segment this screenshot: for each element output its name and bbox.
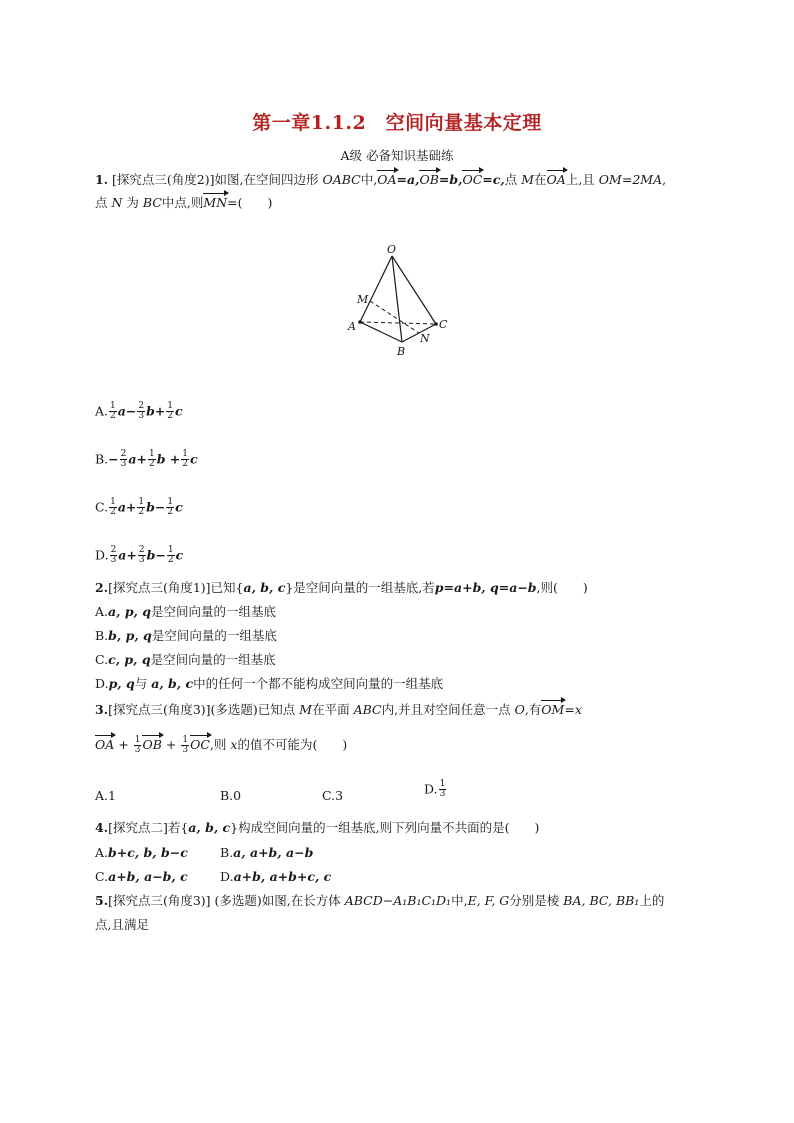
option-label: A. <box>95 788 109 803</box>
fraction <box>148 450 156 469</box>
fraction <box>109 402 117 421</box>
option-text: 与 <box>134 676 148 691</box>
numerator: 2 <box>138 545 145 555</box>
fraction <box>137 498 145 517</box>
q2-text: ,则( ) <box>536 580 588 595</box>
numerator: 1 <box>167 497 174 507</box>
option-label: D. <box>95 676 109 691</box>
q4-text: }构成空间向量的一组基底,则下列向量不共面的是( ) <box>230 820 540 835</box>
option-value: a+b, a+b+c, c <box>233 869 332 884</box>
option-term: b− <box>146 499 166 515</box>
vector-mn: MN <box>203 195 228 210</box>
q1-tag: [探究点三(角度2)] <box>112 172 215 187</box>
denominator: 2 <box>138 507 145 517</box>
q3-number: 3. <box>95 702 109 717</box>
q1-segment-bc: BC <box>142 195 162 210</box>
option-label: C. <box>95 652 109 667</box>
q1-option-c <box>95 498 183 517</box>
denominator: 2 <box>110 507 116 517</box>
q2-pq: p=a+b, q=a−b <box>434 580 537 595</box>
q1-point-n: N <box>111 195 123 210</box>
vector-om: OM <box>541 702 565 717</box>
q5-line2: 点,且满足 <box>95 917 149 932</box>
vector-oa: OA <box>546 172 566 187</box>
option-text: 中的任何一个都不能构成空间向量的一组基底 <box>193 676 444 691</box>
option-label: D. <box>95 547 109 563</box>
q3-text: ,有 <box>524 702 542 717</box>
numerator: 1 <box>148 449 155 459</box>
q3-option-c <box>322 788 343 804</box>
option-text: 是空间向量的一组基底 <box>151 604 277 619</box>
vector-ob: OB <box>142 737 162 752</box>
denominator: 3 <box>120 459 127 469</box>
plus-sign: + <box>118 737 129 752</box>
denominator: 2 <box>148 459 155 469</box>
q1-text: =( ) <box>227 195 273 210</box>
label-c: C <box>439 318 448 331</box>
q3-option-a <box>95 788 116 804</box>
q4-basis: a, b, c <box>188 820 231 835</box>
denominator: 3 <box>182 745 189 755</box>
q1-text: 上,且 <box>565 172 595 187</box>
q5-edges: BA, BC, BB₁ <box>563 893 640 908</box>
fraction <box>138 546 146 565</box>
option-value: a+b, a−b, c <box>108 869 188 884</box>
denominator: 3 <box>134 745 141 755</box>
q3-eq: =x <box>564 702 582 717</box>
label-a: A <box>348 320 356 333</box>
option-value: a, a+b, a−b <box>233 845 314 860</box>
numerator: 2 <box>110 545 117 555</box>
q4-number: 4. <box>95 820 109 835</box>
q3-stem <box>95 702 582 718</box>
q5-points: E, F, G <box>467 893 510 908</box>
denominator: 3 <box>138 411 145 421</box>
option-vectors: c, p, q <box>108 652 151 667</box>
label-m: M <box>357 293 369 306</box>
denominator: 2 <box>182 459 189 469</box>
denominator: 3 <box>439 789 446 799</box>
denominator: 2 <box>110 411 116 421</box>
option-label: A. <box>95 845 109 860</box>
label-n: N <box>420 332 430 345</box>
q5-number: 5. <box>95 893 109 908</box>
edge-oa <box>360 256 392 322</box>
q1-eq-c: =c, <box>482 172 505 187</box>
numerator: 2 <box>138 401 145 411</box>
q3-point-m: M <box>299 702 313 717</box>
q5-text: [探究点三(角度3)] (多选题)如图,在长方体 <box>108 893 341 908</box>
fraction <box>439 780 447 799</box>
option-value: b+c, b, b−c <box>108 845 188 860</box>
vector-oa: OA <box>377 172 397 187</box>
edge-ac <box>360 322 436 324</box>
option-term: b + <box>156 451 181 467</box>
q5-text: 分别是棱 <box>509 893 560 908</box>
q2-option-c <box>95 652 276 668</box>
q2-option-a <box>95 604 276 620</box>
segment-mn <box>370 301 419 333</box>
option-vectors: a, p, q <box>108 604 152 619</box>
option-value: 1 <box>108 788 116 803</box>
option-label: B. <box>220 845 234 860</box>
numerator: 1 <box>182 449 189 459</box>
option-vectors: b, p, q <box>108 628 152 643</box>
label-b: B <box>397 345 406 358</box>
option-label: C. <box>322 788 336 803</box>
q3-text: 在平面 <box>312 702 350 717</box>
numerator: 1 <box>134 735 141 745</box>
denominator: 2 <box>167 555 174 565</box>
page-title: 第一章1.1.2 空间向量基本定理 <box>252 112 542 134</box>
option-term: a− <box>117 403 137 419</box>
fraction <box>120 450 128 469</box>
q4-option-a <box>95 845 188 861</box>
q2-stem <box>95 580 588 596</box>
denominator: 3 <box>110 555 117 565</box>
denominator: 3 <box>138 555 145 565</box>
q1-object: OABC <box>322 172 361 187</box>
label-o: O <box>387 243 397 256</box>
q1-line1: 1. [探究点三(角度2)]如图,在空间四边形 OABC中,OA=a,OB=b,OC=c,点 M在OA上,且 OM=2MA, <box>95 172 667 187</box>
q3-option-b <box>220 788 241 804</box>
q4-option-d <box>220 869 331 885</box>
q1-text: 为 <box>126 195 139 210</box>
fraction <box>110 546 118 565</box>
tetrahedron-figure <box>340 240 460 360</box>
option-term: a+ <box>128 451 147 467</box>
option-label: B. <box>95 451 109 467</box>
q1-number: 1. <box>95 172 109 187</box>
q3-point-o: O <box>514 702 525 717</box>
point-a <box>358 320 362 324</box>
q4-option-b <box>220 845 313 861</box>
vector-ob: OB <box>419 172 439 187</box>
option-label: C. <box>95 869 109 884</box>
option-term: a+ <box>117 499 137 515</box>
numerator: 1 <box>182 735 189 745</box>
q4-option-c <box>95 869 188 885</box>
option-label: A. <box>95 403 109 419</box>
fraction <box>134 736 142 755</box>
denominator: 2 <box>167 411 174 421</box>
option-label: B. <box>95 628 109 643</box>
q3-text: 的值不可能为( ) <box>237 737 348 752</box>
option-label: D. <box>424 781 438 797</box>
option-label: D. <box>220 869 234 884</box>
option-value: 3 <box>335 788 344 803</box>
q1-line2 <box>95 195 272 211</box>
q3-text: 内,并且对空间任意一点 <box>381 702 511 717</box>
option-label: B. <box>220 788 234 803</box>
q2-text: }是空间向量的一组基底,若 <box>285 580 435 595</box>
q1-option-a <box>95 402 183 421</box>
q1-text: 中, <box>360 172 378 187</box>
q1-eq-b: =b, <box>438 172 463 187</box>
q1-text: 点 <box>504 172 518 187</box>
q2-option-d <box>95 676 443 692</box>
vector-oa: OA <box>95 737 115 752</box>
q3-formula <box>95 736 347 755</box>
numerator: 1 <box>110 401 116 411</box>
q1-text: 如图,在空间四边形 <box>214 172 319 187</box>
q3-plane: ABC <box>353 702 382 717</box>
vector-oc: OC <box>190 737 210 752</box>
option-term: a+ <box>118 547 137 563</box>
q4-stem <box>95 820 539 836</box>
option-value: 0 <box>233 788 242 803</box>
q5-text: 中, <box>451 893 468 908</box>
q5-stem <box>95 893 664 909</box>
option-term: b+ <box>146 403 166 419</box>
numerator: 1 <box>439 779 446 789</box>
fraction <box>181 450 189 469</box>
q3-option-d <box>424 780 447 799</box>
option-text: 是空间向量的一组基底 <box>151 628 277 643</box>
section-subtitle: A级 必备知识基础练 <box>340 148 454 163</box>
option-vectors: a, b, c <box>151 676 194 691</box>
option-term: c <box>175 403 183 419</box>
option-term: b− <box>146 547 166 563</box>
option-term: c <box>175 499 183 515</box>
q1-eq-a: =a, <box>396 172 420 187</box>
option-vectors: p, q <box>108 676 135 691</box>
fraction <box>137 402 145 421</box>
numerator: 1 <box>167 545 174 555</box>
option-term: − <box>108 451 119 467</box>
option-term: c <box>175 547 184 563</box>
q3-text: [探究点三(角度3)](多选题)已知点 <box>108 702 296 717</box>
q3-text: ,则 <box>209 737 227 752</box>
q2-option-b <box>95 628 277 644</box>
q1-option-d <box>95 546 183 565</box>
option-label: A. <box>95 604 109 619</box>
q1-text: 在 <box>534 172 547 187</box>
q4-text: [探究点二]若{ <box>108 820 189 835</box>
numerator: 1 <box>138 497 145 507</box>
fraction <box>109 498 117 517</box>
q2-text: [探究点三(角度1)]已知{ <box>108 580 244 595</box>
option-text: 是空间向量的一组基底 <box>150 652 276 667</box>
q1-point-m: M <box>521 172 535 187</box>
numerator: 1 <box>167 401 174 411</box>
fraction <box>166 498 174 517</box>
q5-solid: ABCD−A₁B₁C₁D₁ <box>344 893 452 908</box>
edge-ab <box>360 322 402 342</box>
fraction <box>166 402 174 421</box>
q1-option-b <box>95 450 198 469</box>
fraction <box>181 736 189 755</box>
q1-text: 中点,则 <box>161 195 204 210</box>
denominator: 2 <box>167 507 174 517</box>
q2-number: 2. <box>95 580 109 595</box>
option-label: C. <box>95 499 109 515</box>
q5-text: 上的 <box>639 893 665 908</box>
q2-basis: a, b, c <box>243 580 286 595</box>
vector-oc: OC <box>462 172 483 187</box>
q3-variable-x: x <box>230 737 238 752</box>
point-c <box>434 322 438 326</box>
q1-text: 点 <box>95 195 108 210</box>
plus-sign: + <box>165 737 177 752</box>
option-term: c <box>190 451 198 467</box>
fraction <box>167 546 175 565</box>
numerator: 1 <box>110 497 116 507</box>
numerator: 2 <box>120 449 127 459</box>
q1-condition: OM=2MA <box>598 172 663 187</box>
